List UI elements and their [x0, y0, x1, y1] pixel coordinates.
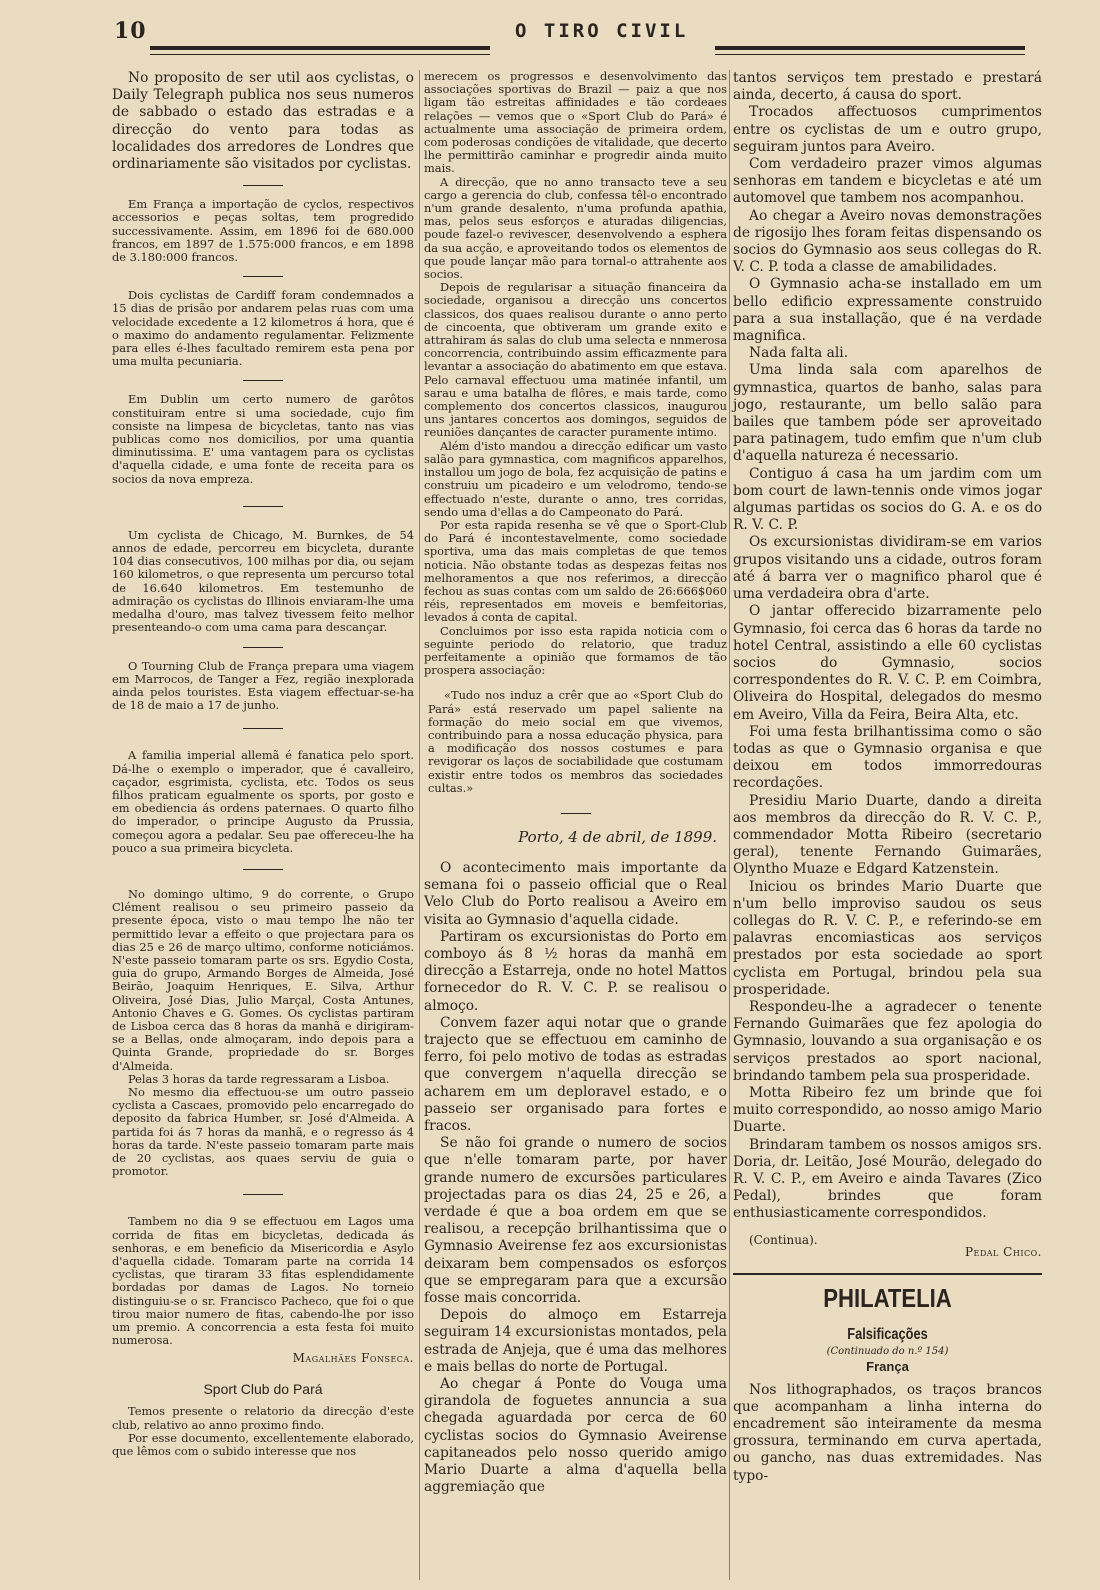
- article-paragraph: Brindaram tambem os nossos amigos srs. Doria, dr. Leitão, José Mourão, delegado do R. V. C. P., em Aveiro e ainda Tavares (Zico Pedal), brindes que foram enthusiasticamente correspondidos.: [733, 1136, 1042, 1222]
- article-paragraph: Em Dublin um certo numero de garôtos constituiram entre si uma sociedade, cujo fim consiste na limpesa de bicycletas, tanto nas vias publicas como nos domicilios, por uma quantia diminutissima. E' uma vantagem para os cyclistas d'aquella cidade, e uma fonte de receita para os socios da nova empreza.: [112, 392, 414, 486]
- article-paragraph: Concluimos por isso esta rapida noticia com o seguinte periodo do relatorio, que traduz perfeitamente a opinião que formamos de tão prospera associação:: [424, 623, 727, 678]
- article-paragraph: Um cyclista de Chicago, M. Burnkes, de 54 annos de edade, percorreu em bicycleta, durante 104 dias consecutivos, 100 milhas por dia, ou sejam 160 kilometros, o que representa um percurso total de 16.640 kilometros. Em testemunho de admiração os cyclistas do Illinois enviaram-lhe uma medalha d'ouro, mas talvez tivessem feito melhor presenteando-o com uma cama para descançar.: [112, 527, 414, 635]
- column-divider-2: [729, 70, 730, 1580]
- header-rule-right: [715, 46, 1025, 50]
- country-heading: França: [866, 1358, 909, 1374]
- article-paragraph: Presidiu Mario Duarte, dando a direita aos membros da direcção do R. V. C. P., commendador Motta Ribeiro (secretario geral), tenente Fernando Guimarães, Olyntho Muaze e Edgard Katzenstein.: [733, 792, 1042, 878]
- newspaper-title: O TIRO CIVIL: [515, 20, 689, 42]
- article-paragraph: merecem os progressos e desenvolvimento das associações sportivas do Brazil — paiz a que nos ligam tão estreitas affinidades e tão cordeaes relações — vemos que o «Sport Club do Pará» é actualmente uma associação de primeira ordem, com poderosas condições de vitalidade, que decerto lhe permittirão caminhar e progredir ainda muito mais.: [424, 69, 727, 176]
- article-paragraph: No domingo ultimo, 9 do corrente, o Grupo Clément realisou o seu primeiro passeio da presente época, visto o mau tempo lhe não ter permittido levar a effeito o que projectara para os dias 25 e 26 de março ultimo, conforme noticiámos. N'este passeio tomaram parte os srs. Egydio Costa, guia do grupo, Armando Borges de Almeida, José Beirão, Joaquim Henriques, E. Silva, Arthur Oliveira, José Dias, Julio Marçal, Costa Antunes, Antonio Chaves e G. Gomes. Os cyclistas partiram de Lisboa cerca das 8 horas da manhã e dirigiram-se a Bellas, onde almoçaram, indo depois para a Quinta Grande, propriedade do sr. Borges d'Almeida.: [112, 886, 414, 1073]
- article-paragraph: Partiram os excursionistas do Porto em comboyo ás 8 ½ horas da manhã em direcção a Estarreja, onde no hotel Mattos fornecedor do R. V. C. P. se realisou o almoço.: [424, 928, 727, 1014]
- header-rule-left: [150, 46, 490, 50]
- article-paragraph: No proposito de ser util aos cyclistas, o Daily Telegraph publica nos seus numeros de sabbado o estado das estradas e a direcção do vento para todas as localidades dos arredores de Londres que ordinariamente são visitados por cyclistas.: [112, 70, 414, 173]
- section-separator: [243, 869, 283, 870]
- philatelia-subheading: Falsificações: [847, 1325, 928, 1343]
- section-rule: [733, 1273, 1042, 1275]
- article-paragraph: Se não foi grande o numero de socios que n'elle tomaram parte, por haver grande numero de excursões particulares projectadas para os dias 24, 25 e 26, a verdade é que a boa ordem em que se realisou, a recepção brilhantissima que o Gymnasio Aveirense fez aos excursionistas deixaram bem compensados os esforços que se empregaram para que a excursão fosse mais concorrida.: [424, 1135, 727, 1307]
- article-paragraph: Foi uma festa brilhantissima como o são todas as que o Gymnasio organisa e que deixou em todos immorredouras recordações.: [733, 723, 1042, 792]
- article-paragraph: Motta Ribeiro fez um brinde que foi muito correspondido, ao nosso amigo Mario Duarte.: [733, 1084, 1042, 1136]
- page-header: [110, 14, 1040, 64]
- article-paragraph: A direcção, que no anno transacto teve a seu cargo a gerencia do club, confessa têl-o encontrado n'um grande desalento, n'uma profunda apathia, mas, pelos seus esforços e aturadas diligencias, poude fazel-o revivescer, desenvolvendo a esphera da sua acção, e aproveitando todos os elementos de que poude lançar mão para tornal-o attrahente aos socios.: [424, 174, 727, 282]
- article-paragraph: Nada falta ali.: [749, 345, 849, 362]
- article-paragraph: O Gymnasio acha-se installado em um bello edificio expressamente construido para a sua installação, que é na verdade magnifica.: [733, 276, 1042, 345]
- article-paragraph: Os excursionistas dividiram-se em varios grupos visitando uns a cidade, outros foram até á barra ver o magnifico pharol que é uma verdadeira obra d'arte.: [733, 534, 1042, 603]
- column-1: [112, 70, 414, 1458]
- article-paragraph: Ao chegar a Aveiro novas demonstrações de rigosijo lhes foram feitas dispensando os socios do Gymnasio aos seus collegas do R. V. C. P. toda a classe de amabilidades.: [733, 207, 1042, 276]
- header-rule-left-thin: [150, 54, 490, 55]
- column-2: [424, 70, 727, 1496]
- header-rule-right-thin: [715, 54, 1025, 55]
- article-paragraph: Depois do almoço em Estarreja seguiram 14 excursionistas montados, pela estrada de Anjeja, que é uma das melhores e mais bellas do norte de Portugal.: [424, 1307, 727, 1375]
- section-separator: [243, 1194, 283, 1195]
- article-paragraph: Temos presente o relatorio da direcção d'este club, relativo ao anno proximo findo.: [112, 1404, 414, 1432]
- author-signature: Magalhães Fonseca.: [292, 1351, 414, 1366]
- article-paragraph: Iniciou os brindes Mario Duarte que n'um bello improviso saudou os seus collegas do R. V. C. P., e referindo-se em palavras encomiasticas aos serviços prestados por esta sociedade ao sport cyclista em Portugal, brindou pela sua prosperidade.: [733, 878, 1042, 998]
- article-paragraph: Com verdadeiro prazer vimos algumas senhoras em tandem e bicycletas e até um automovel que tambem nos acompanhou.: [733, 156, 1042, 207]
- article-paragraph: Convem fazer aqui notar que o grande trajecto que se effectuou em caminho de ferro, foi pelo motivo de todas as estradas que convergem n'aquella direcção se acharem em um deploravel estado, e o passeio ser organisado para fortes e fracos.: [424, 1014, 727, 1135]
- author-signature: Pedal Chico.: [964, 1244, 1042, 1259]
- column-3: [733, 70, 1042, 1485]
- article-paragraph: Tambem no dia 9 se effectuou em Lagos uma corrida de fitas em bicycletas, dedicada ás senhoras, e em beneficio da Misericordia e Asylo d'aquella cidade. Tomaram parte na corrida 14 cyclistas, que tiraram 33 fitas esplendidamente bordadas por damas de Lagos. No torneio distinguiu-se o sr. Francisco Pacheco, que foi o que tirou maior numero de fitas, cabendo-lhe por isso um premio. A concorrencia a esta festa foi muito numerosa.: [112, 1214, 414, 1348]
- section-separator: [243, 276, 283, 277]
- article-paragraph: Respondeu-lhe a agradecer o tenente Fernando Guimarães que fez apologia do Gymnasio, louvando a sua organisação e os serviços prestados ao sport nacional, brindando tambem pela sua prosperidade.: [733, 998, 1042, 1084]
- article-paragraph: O jantar offerecido bizarramente pelo Gymnasio, foi cerca das 6 horas da tarde no hotel Central, assistindo a elle 60 cyclistas socios do Gymnasio, socios correspondentes do R. V. C. P. em Coimbra, Oliveira do Hospital, delegados do mesmo em Aveiro, Villa da Feira, Beira Alta, etc.: [733, 603, 1042, 723]
- article-paragraph: No mesmo dia effectuou-se um outro passeio cyclista a Cascaes, promovido pelo encarregado do deposito da fabrica Humber, sr. José d'Almeida. A partida foi ás 7 horas da manhã, e o regresso ás 4 horas da tarde. N'este passeio tomaram parte mais de 20 cyclistas, aos quaes serviu de guia o promotor.: [112, 1084, 414, 1179]
- article-paragraph: Depois de regularisar a situação financeira da sociedade, organisou a direcção uns concertos classicos, dos quaes realisou durante o anno perto de cincoenta, que obtiveram um grande exito e attrahiram ás salas do club uma selecta e nnmerosa concorrencia, contribuindo assim efficazmente para levantar a associação do abatimento em que estava. Pelo carnaval effectuou uma matinée infantil, um sarau e uma batalha de flôres, e mais tarde, como complemento dos concertos classicos, inaugurou uns jantares concertos aos domingos, seguidos de reuniões dançantes de caracter puramente intimo.: [424, 280, 727, 440]
- article-paragraph: A familia imperial allemã é fanatica pelo sport. Dá-lhe o exemplo o imperador, que é cavalleiro, caçador, esgrimista, cyclista, etc. Todos os seus filhos praticam egualmente os sports, por gosto e em obediencia ás ordens paternaes. O quarto filho do imperador, o principe Augusto da Prussia, começou agora a pedalar. Seu pae offereceu-lhe ha pouco a sua primeira bicycleta.: [112, 748, 414, 855]
- section-separator: [243, 506, 283, 507]
- article-paragraph: Pelas 3 horas da tarde regressaram a Lisboa.: [128, 1071, 390, 1086]
- section-separator: [243, 380, 283, 381]
- continued-note: (Continua).: [749, 1232, 818, 1247]
- section-separator: [243, 728, 283, 729]
- article-paragraph: O acontecimento mais importante da semana foi o passeio official que o Real Velo Club do Porto realisou a Aveiro em visita ao Gymnasio d'aquella cidade.: [424, 859, 727, 928]
- article-paragraph: Além d'isto mandou a direcção edificar um vasto salão para gymnastica, com magnificos apparelhos, installou um jogo de bola, fez acquisição de patins e construiu um picadeiro e um velodromo, tendo-se effectuado n'este, durante o anno, tres corridas, sendo uma d'ellas a do Campeonato do Pará.: [424, 438, 727, 519]
- dateline: Porto, 4 de abril, de 1899.: [518, 827, 717, 846]
- section-heading: Sport Club do Pará: [203, 1381, 323, 1398]
- section-separator: [243, 647, 283, 648]
- article-paragraph: Contiguo á casa ha um jardim com um bom court de lawn-tennis onde vimos jogar algumas partidas os socios do G. A. e os do R. V. C. P.: [733, 465, 1042, 534]
- page-number: 10: [114, 18, 147, 44]
- article-paragraph: O Tourning Club de França prepara uma viagem em Marrocos, de Tanger a Fez, região inexplorada ainda pelos touristes. Esta viagem effectuar-se-ha de 18 de maio a 17 de junho.: [112, 658, 414, 713]
- article-paragraph: Trocados affectuosos cumprimentos entre os cyclistas de um e outro grupo, seguiram juntos para Aveiro.: [733, 104, 1042, 155]
- article-paragraph: Uma linda sala com aparelhos de gymnastica, quartos de banho, salas para jogo, restaurante, um bello salão para bailes que tambem póde ser aproveitado para patinagem, tudo emfim que n'um club d'aquella natureza é necessario.: [733, 362, 1042, 465]
- article-paragraph: Nos lithographados, os traços brancos que acompanham a linha interna do encadrement são inteiramente da mesma grossura, terminando em curva apertada, ou gancho, nas duas extremidades. Nas typo-: [733, 1381, 1042, 1484]
- section-separator: [243, 185, 283, 186]
- report-quote: «Tudo nos induz a crêr que ao «Sport Club do Pará» está reservado um papel saliente na formação do meio social em que vivemos, contribuindo para a nossa educação physica, para a modificação dos nossos costumes e para revigorar os laços de sociabilidade que costumam existir entre todos os membros das sociedades cultas.»: [428, 688, 723, 795]
- article-paragraph: Por esta rapida resenha se vê que o Sport-Club do Pará é incontestavelmente, como sociedade sportiva, uma das mais completas de que temos noticia. Não obstante todas as despezas feitas nos melhoramentos a que nos referimos, a direcção fechou as suas contas com um saldo de 26:666$060 réis, representados em moveis e bemfeitorias, levados á conta de capital.: [424, 517, 727, 625]
- section-separator: [561, 813, 591, 814]
- article-paragraph: Ao chegar á Ponte do Vouga uma girandola de foguetes annuncia a sua chegada aguardada por cerca de 60 cyclistas socios do Gymnasio Aveirense capitaneados pelo nosso querido amigo Mario Duarte a alma d'aquella bella aggremiação que: [424, 1376, 727, 1496]
- article-paragraph: tantos serviços tem prestado e prestará ainda, decerto, á causa do sport.: [733, 70, 1042, 104]
- article-paragraph: Por esse documento, excellentemente elaborado, que lêmos com o subido interesse que nos: [112, 1430, 414, 1459]
- article-paragraph: Dois cyclistas de Cardiff foram condemnados a 15 dias de prisão por andarem pelas ruas com uma velocidade excedente a 12 kilometros á hora, que é o maximo do andamento regulamentar. Felizmente para elles é-lhes facultado remirem esta pena por uma multa pecuniaria.: [112, 288, 414, 369]
- article-paragraph: Em França a importação de cyclos, respectivos accessorios e peças soltas, tem progredido successivamente. Assim, em 1896 foi de 680.000 francos, em 1897 de 1.575:000 francos, e em 1898 de 3.180:000 francos.: [112, 197, 414, 265]
- philatelia-heading: PHILATELIA: [823, 1282, 952, 1313]
- column-divider-1: [419, 70, 420, 1580]
- continued-from-note: (Continuado do n.º 154): [826, 1345, 949, 1357]
